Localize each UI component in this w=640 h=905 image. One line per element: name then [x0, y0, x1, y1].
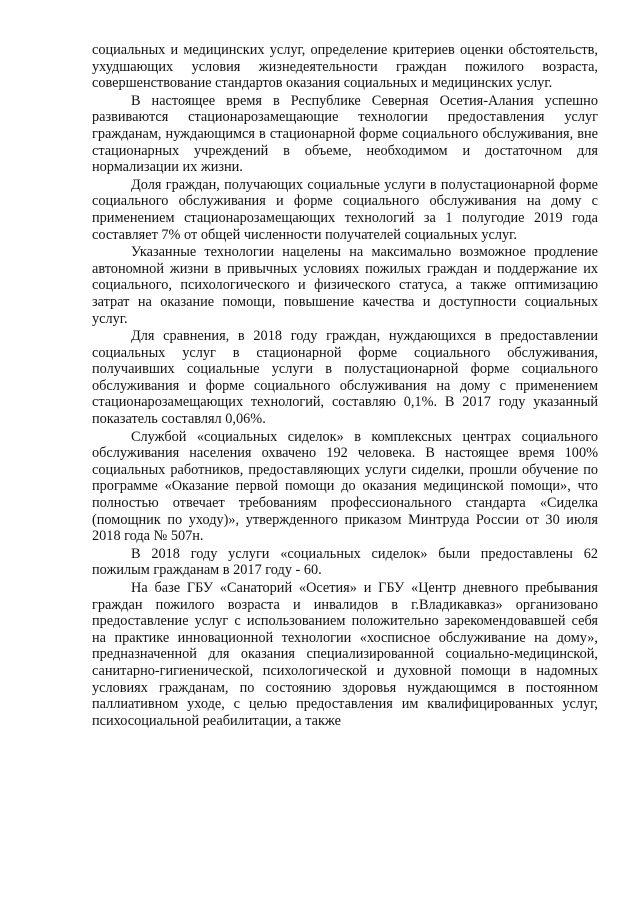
- paragraph-share-of-citizens: Доля граждан, получающих социальные услуги в полустационарной форме социального обслуживания и форме социального обслуживания на дому с применением стационарозамещающих технологий за 1 полугодие 2019 года составляет 7% от общей численности получателей социальных услуг.: [92, 176, 598, 243]
- paragraph-stationary-replacing-technologies: В настоящее время в Республике Северная Осетия-Алания успешно развиваются стационарозамещающие технологии предоставления услуг гражданам, нуждающимся в стационарной форме социального обслуживания, вне стационарных учреждений в объеме, необходимом и достаточном для нормализации их жизни.: [92, 92, 598, 176]
- paragraph-social-caregivers-service: Службой «социальных сиделок» в комплексных центрах социального обслуживания населения охвачено 192 человека. В настоящее время 100% социальных работников, предоставляющих услуги сиделки, прошли обучение по программе «Оказание первой помощи до оказания медицинской помощи», что полностью отвечает требованиям профессионального стандарта «Сиделка (помощник по уходу)», утвержденного приказом Минтруда России от 30 июля 2018 года № 507н.: [92, 428, 598, 545]
- paragraph-caregivers-2018: В 2018 году услуги «социальных сиделок» были предоставлены 62 пожилым гражданам в 2017 году - 60.: [92, 545, 598, 579]
- paragraph-comparison-2018: Для сравнения, в 2018 году граждан, нуждающихся в предоставлении социальных услуг в стационарной форме социального обслуживания, получаивших социальные услуги в полустационарной форме социального обслуживания и форме социального обслуживания на дому с применением стационарозамещающих технологий, составляю 0,1%. В 2017 году указанный показатель составлял 0,06%.: [92, 328, 598, 428]
- paragraph-technology-goals: Указанные технологии нацелены на максимально возможное продление автономной жизни в привычных условиях пожилых граждан и поддержание их социального, психологического и физического статуса, а также оптимизацию затрат на оказание помощи, повышение качества и доступности социальных услуг.: [92, 244, 598, 327]
- paragraph-continuation: социальных и медицинских услуг, определение критериев оценки обстоятельств, ухудшающих условия жизнедеятельности граждан пожилого возраста, совершенствование стандартов оказания социальных и медицинских услуг.: [92, 42, 598, 92]
- paragraph-hospice-care: На базе ГБУ «Санаторий «Осетия» и ГБУ «Центр дневного пребывания граждан пожилого возраста и инвалидов в г.Владикавказ» организовано предоставление услуг с использованием положительно зарекомендовавшей себя на практике инновационной технологии «хосписное обслуживание на дому», предназначенной для оказания специализированной социально-медицинской, санитарно-гигиенической, психологической и духовной помощи в надомных условиях гражданам, по состоянию здоровья нуждающимся в постоянном паллиативном уходе, с целью предоставления им квалифицированных услуг, психосоциальной реабилитации, а также: [92, 580, 598, 729]
